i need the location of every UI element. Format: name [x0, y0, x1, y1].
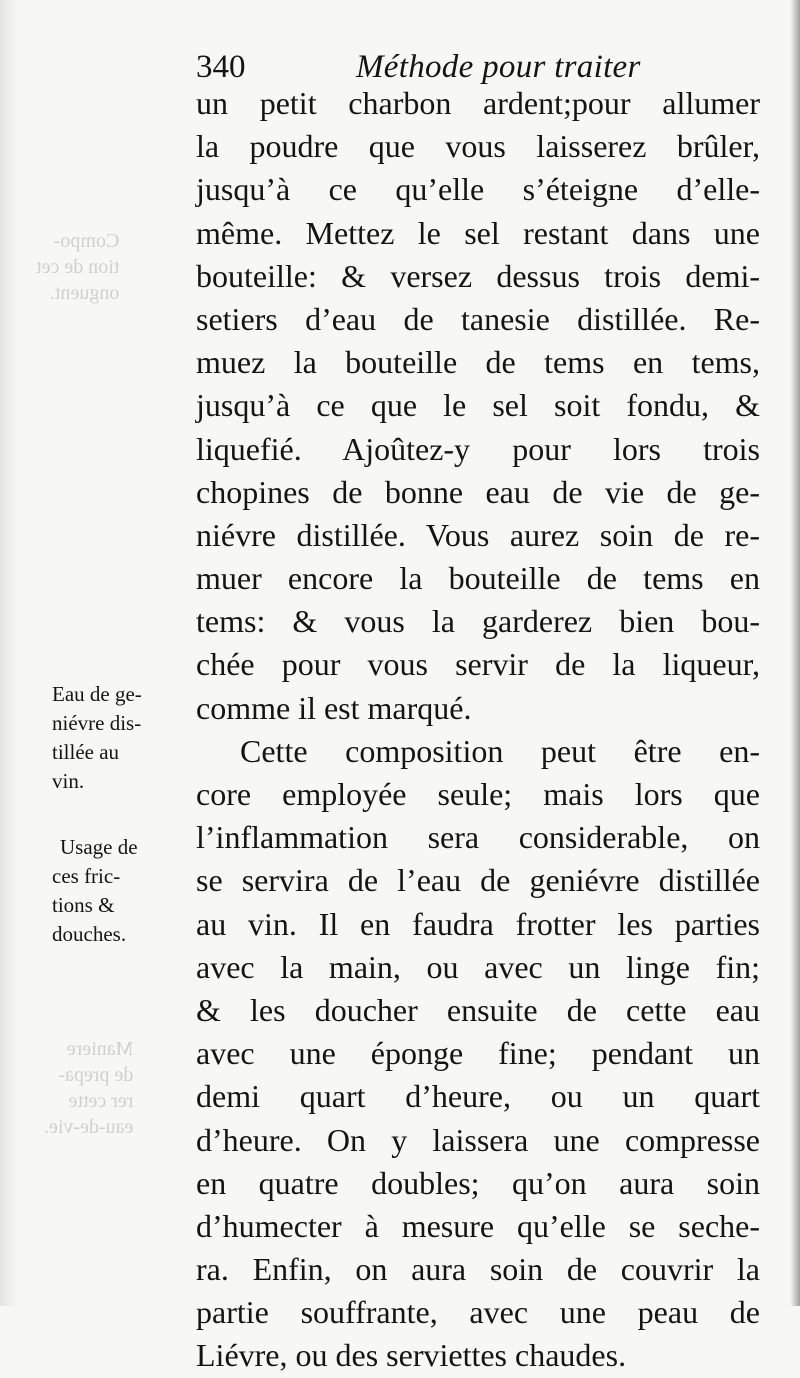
text-line: avec une éponge fine; pendant un — [196, 1035, 760, 1072]
margin-note-line: vin. — [52, 769, 85, 793]
running-head: Méthode pour traiter — [356, 49, 641, 85]
margin-note-eau-de-genievre — [52, 680, 182, 796]
show-through-line: Compo- — [53, 230, 120, 252]
margin-note-usage — [52, 833, 182, 949]
margin-note-line: Eau de ge- — [52, 682, 142, 706]
show-through-line: rer cette — [68, 1090, 134, 1112]
text-line: demi quart d’heure, ou un quart — [196, 1078, 760, 1115]
text-line: d’humecter à mesure qu’elle se seche- — [196, 1207, 760, 1244]
show-through-text-2 — [44, 1036, 133, 1140]
text-line: chopines de bonne eau de vie de ge- — [196, 473, 760, 510]
text-line: jusqu’à ce que le sel soit fondu, & — [196, 387, 760, 424]
text-line: un petit charbon ardent;pour allumer — [196, 85, 760, 121]
text-line: partie souffrante, avec une peau de — [196, 1294, 760, 1331]
text-line: ra. Enfin, on aura soin de couvrir la — [196, 1251, 760, 1288]
text-line: jusqu’à ce qu’elle s’éteigne d’elle- — [196, 171, 760, 208]
text-line: Cette composition peut être en- — [240, 732, 760, 769]
margin-note-line: Usage de — [60, 835, 138, 859]
show-through-line: onguent. — [49, 282, 120, 304]
text-line: bouteille: & versez dessus trois demi- — [196, 257, 760, 294]
page-number: 340 — [196, 49, 246, 85]
margin-note-line: ces fric- — [52, 864, 121, 888]
text-line: avec la main, ou avec un linge fin; — [196, 948, 760, 985]
text-line: core employée seule; mais lors que — [196, 776, 760, 812]
show-through-line: eau-de-vie. — [44, 1116, 134, 1138]
text-line: Liévre, ou des serviettes chaudes. — [196, 1337, 627, 1374]
text-line: niévre distillée. Vous aurez soin de re- — [196, 516, 760, 553]
show-through-line: Maniere — [66, 1038, 134, 1060]
text-line: se servira de l’eau de geniévre distillée — [196, 862, 760, 899]
show-through-line: de prepa- — [58, 1064, 134, 1086]
text-line: en quatre doubles; qu’on aura soin — [196, 1164, 760, 1201]
text-line: muer encore la bouteille de tems en — [196, 560, 760, 597]
text-line: même. Mettez le sel restant dans une — [196, 214, 760, 251]
margin-note-line: douches. — [52, 922, 127, 946]
margin-note-line: tions & — [52, 893, 115, 917]
text-line: tems: & vous la garderez bien bou- — [196, 603, 760, 640]
text-line: & les doucher ensuite de cette eau — [196, 991, 760, 1028]
text-line: setiers d’eau de tanesie distillée. Re- — [196, 300, 760, 337]
text-line: au vin. Il en faudra frotter les parties — [196, 905, 760, 942]
text-line: muez la bouteille de tems en tems, — [196, 344, 760, 381]
text-line: l’inflammation sera considerable, on — [196, 819, 760, 856]
margin-note-line: tillée au — [52, 740, 120, 764]
text-line: liquefié. Ajoûtez-y pour lors trois — [196, 430, 760, 467]
page-gutter-shadow — [0, 0, 18, 1306]
show-through-text-1 — [36, 228, 119, 306]
text-line: la poudre que vous laisserez brûler, — [196, 128, 760, 165]
text-line: chée pour vous servir de la liqueur, — [196, 646, 760, 683]
body-text — [196, 82, 760, 1378]
page-edge-shadow — [790, 0, 800, 1306]
text-line: d’heure. On y laissera une compresse — [196, 1121, 760, 1158]
text-line: comme il est marqué. — [196, 689, 472, 726]
show-through-line: tion de cet — [36, 256, 120, 278]
margin-note-line: niévre dis- — [52, 711, 142, 735]
